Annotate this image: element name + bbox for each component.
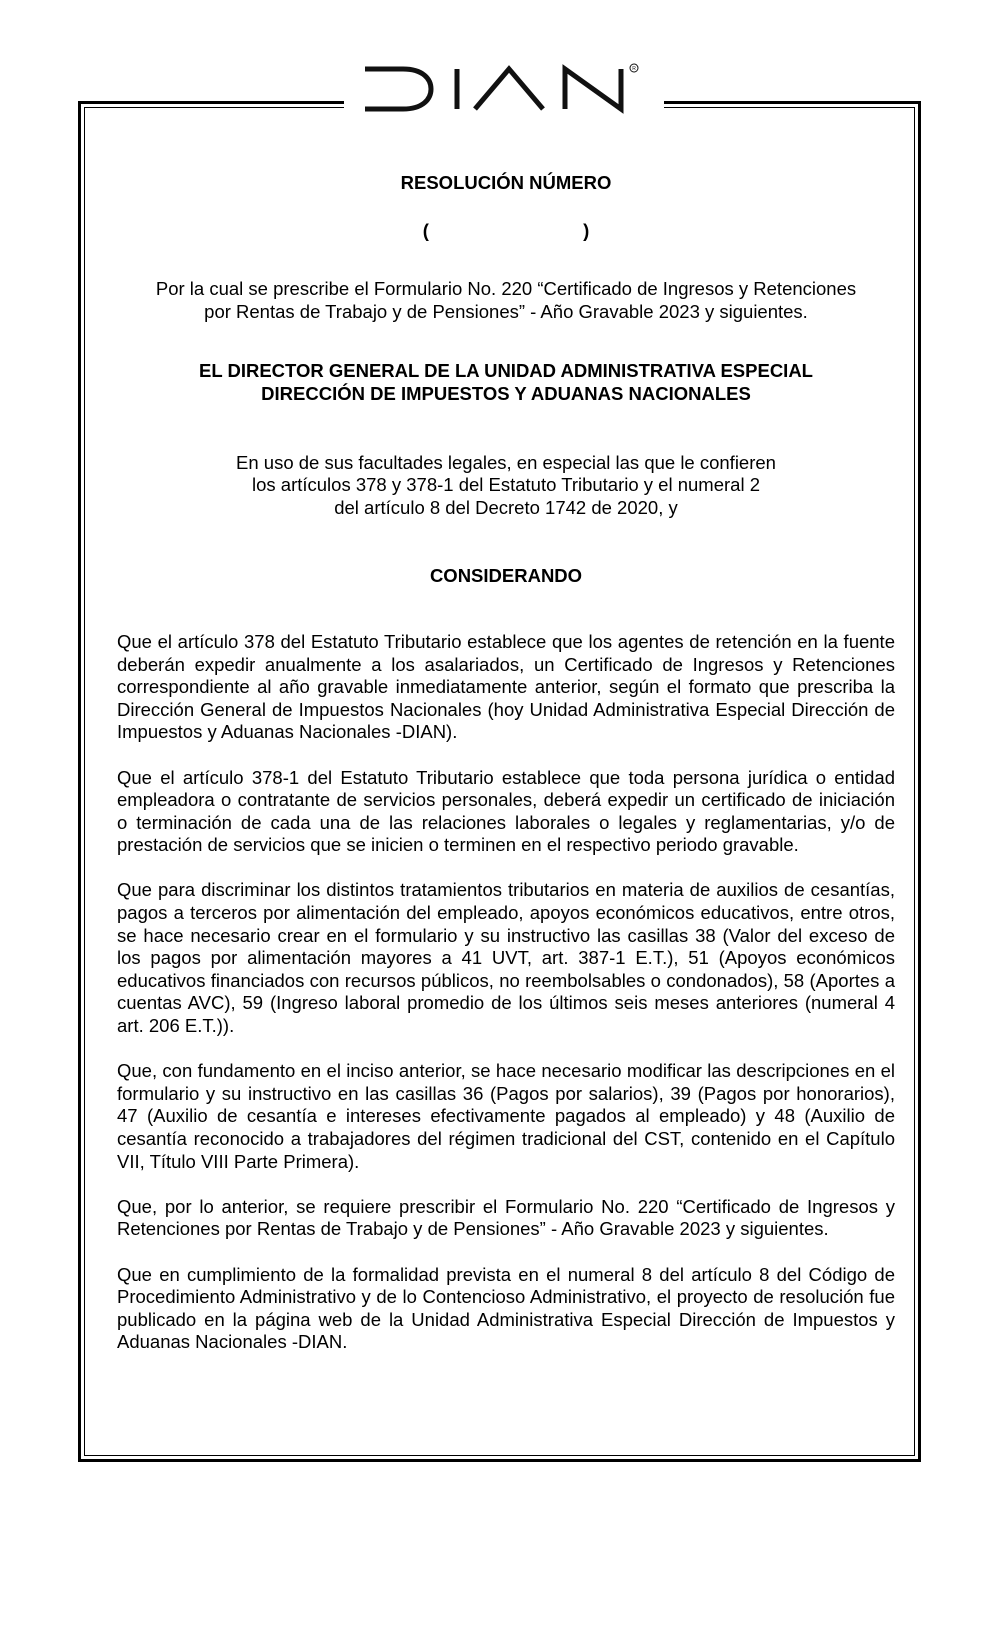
dian-logo bbox=[344, 53, 664, 118]
authority-heading bbox=[117, 360, 895, 405]
subtitle-line-2: por Rentas de Trabajo y de Pensiones” - Año Gravable 2023 y siguientes. bbox=[204, 300, 808, 322]
authority-line-1: EL DIRECTOR GENERAL DE LA UNIDAD ADMINISTRATIVA ESPECIAL bbox=[199, 360, 813, 382]
paragraph-2: Que el artículo 378-1 del Estatuto Tributario establece que toda persona jurídica o entidad empleadora o contratante de servicios personales, deberá expedir un certificado de iniciación o terminación de cada una de las relaciones laborales o legales y reglamentarias, y/o de prestación de servicios que se inicien o terminen en el respectivo periodo gravable. bbox=[117, 766, 895, 856]
considerando-heading: CONSIDERANDO bbox=[429, 565, 583, 587]
document-body bbox=[117, 172, 895, 1377]
paragraph-4: Que, con fundamento en el inciso anterior, se hace necesario modificar las descripciones en el formulario y su instructivo en las casillas 36 (Pagos por salarios), 39 (Pagos por honorarios), 47 (Auxilio de cesantía e intereses efectivamente pagados al empleado) y 48 (Auxilio de cesantía reconocido a trabajadores del régimen tradicional del CST, contenido en el Capítulo VII, Título VIII Parte Primera). bbox=[117, 1060, 895, 1172]
registered-mark: R bbox=[632, 66, 636, 72]
resolution-subtitle bbox=[117, 278, 895, 323]
authority-line-2: DIRECCIÓN DE IMPUESTOS Y ADUANAS NACIONALES bbox=[261, 382, 751, 404]
legal-faculties bbox=[117, 452, 895, 520]
paragraph-3: Que para discriminar los distintos tratamientos tributarios en materia de auxilios de cesantías, pagos a terceros por alimentación del empleado, apoyos económicos educativos, entre otros, se hace necesario crear en el formulario y su instructivo las casillas 38 (Valor del exceso de los pagos por alimentación mayores a 41 UVT, art. 387-1 E.T.), 51 (Apoyos económicos educativos financiados con recursos públicos, no reembolsables o condonados), 58 (Aportes a cuentas AVC), 59 (Ingreso laboral promedio de los últimos seis meses anteriores (numeral 4 art. 206 E.T.)). bbox=[117, 879, 895, 1037]
faculties-line-2: los artículos 378 y 378-1 del Estatuto Tributario y el numeral 2 bbox=[252, 474, 760, 496]
subtitle-line-1: Por la cual se prescribe el Formulario No. 220 “Certificado de Ingresos y Retenciones bbox=[155, 278, 857, 300]
considerando-paragraphs bbox=[117, 631, 895, 1354]
paragraph-5: Que, por lo anterior, se requiere prescribir el Formulario No. 220 “Certificado de Ingresos y Retenciones por Rentas de Trabajo y de Pensiones” - Año Gravable 2023 y siguientes. bbox=[117, 1195, 895, 1240]
paragraph-6: Que en cumplimiento de la formalidad prevista en el numeral 8 del artículo 8 del Código de Procedimiento Administrativo y de lo Contencioso Administrativo, el proyecto de resolución fue publicado en la página web de la Unidad Administrativa Especial Dirección de Impuestos y Aduanas Nacionales -DIAN. bbox=[117, 1263, 895, 1353]
resolution-title: RESOLUCIÓN NÚMERO bbox=[400, 172, 612, 193]
faculties-line-1: En uso de sus facultades legales, en especial las que le confieren bbox=[236, 451, 776, 473]
paragraph-1: Que el artículo 378 del Estatuto Tributario establece que los agentes de retención en la fuente deberán expedir anualmente a los asalariados, un Certificado de Ingresos y Retenciones correspondiente al año gravable inmediatamente anterior, según el formato que prescriba la Dirección General de Impuestos Nacionales (hoy Unidad Administrativa Especial Dirección de Impuestos y Aduanas Nacionales -DIAN). bbox=[117, 630, 895, 743]
faculties-line-3: del artículo 8 del Decreto 1742 de 2020, y bbox=[334, 496, 678, 518]
resolution-number-placeholder: ( ) bbox=[422, 219, 590, 241]
logo-brand-text: DIAN bbox=[349, 53, 352, 54]
dian-logo-mark bbox=[349, 53, 649, 115]
